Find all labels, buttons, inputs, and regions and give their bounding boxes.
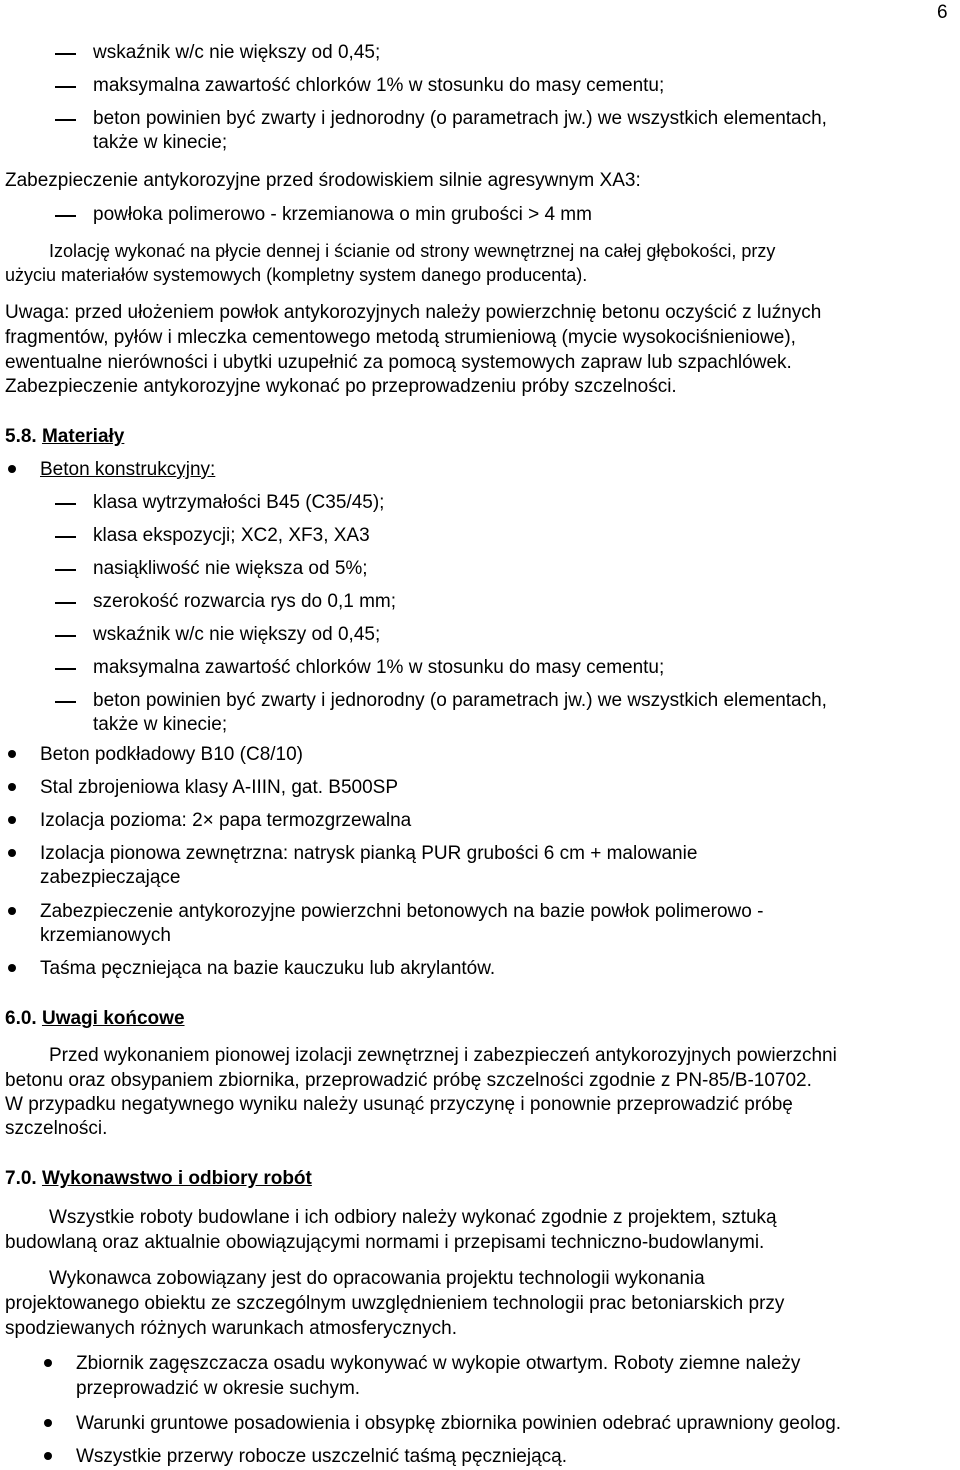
concrete-item: klasa wytrzymałości B45 (C35/45); bbox=[93, 492, 385, 513]
bullet-item bbox=[40, 459, 215, 481]
note-text-line: fragmentów, pyłów i mleczka cementowego metodą strumieniową (mycie wysokociśnieniowe), bbox=[5, 327, 796, 348]
bullet-item-continuation: zabezpieczające bbox=[40, 867, 181, 888]
insulation-text-line: użyciu materiałów systemowych (kompletny system danego producenta). bbox=[5, 265, 588, 285]
paragraph-line: szczelności. bbox=[5, 1118, 108, 1139]
note-text-line: ewentualne nierówności i ubytki uzupełnić za pomocą systemowych zapraw lub szpachlówek. bbox=[5, 352, 792, 373]
bullet-item: Izolacja pozioma: 2× papa termozgrzewalna bbox=[40, 810, 412, 831]
section-heading-5-8 bbox=[5, 426, 124, 448]
concrete-item: nasiąkliwość nie większa od 5%; bbox=[93, 558, 368, 579]
section-number: 7.0. bbox=[5, 1168, 37, 1189]
list-item: beton powinien być zwarty i jednorodny (o parametrach jw.) we wszystkich elementach, bbox=[93, 108, 827, 129]
paragraph-line: Wykonawca zobowiązany jest do opracowania projektu technologii wykonania bbox=[49, 1268, 705, 1289]
section-title: Uwagi końcowe bbox=[41, 1008, 185, 1029]
bullet-item: Stal zbrojeniowa klasy A-IIIN, gat. B500SP bbox=[40, 777, 399, 798]
section-number: 6.0. bbox=[5, 1008, 37, 1029]
concrete-item: klasa ekspozycji; XC2, XF3, XA3 bbox=[93, 525, 370, 546]
bullet-item: Wszystkie przerwy robocze uszczelnić taśmą pęczniejącą. bbox=[76, 1446, 568, 1467]
paragraph-line: spodziewanych różnych warunkach atmosferycznych. bbox=[5, 1318, 457, 1339]
paragraph-line: budowlaną oraz aktualnie obowiązującymi normami i przepisami techniczno-budowlanymi. bbox=[5, 1232, 765, 1253]
concrete-item: szerokość rozwarcia rys do 0,1 mm; bbox=[93, 591, 397, 612]
section-heading-6-0 bbox=[5, 1008, 185, 1030]
bullet-item: Zbiornik zagęszczacza osadu wykonywać w wykopie otwartym. Roboty ziemne należy bbox=[76, 1353, 801, 1374]
concrete-item: beton powinien być zwarty i jednorodny (o parametrach jw.) we wszystkich elementach, bbox=[93, 690, 827, 711]
paragraph-line: Przed wykonaniem pionowej izolacji zewnętrznej i zabezpieczeń antykorozyjnych powierzchni bbox=[49, 1045, 837, 1066]
page-number: 6 bbox=[937, 2, 948, 23]
paragraph-line: W przypadku negatywnego wyniku należy usunąć przyczynę i ponownie przeprowadzić próbę bbox=[5, 1094, 793, 1115]
section-title: Wykonawstwo i odbiory robót bbox=[41, 1168, 312, 1189]
insulation-text-line: Izolację wykonać na płycie dennej i ścianie od strony wewnętrznej na całej głębokości, przy bbox=[49, 241, 776, 261]
paragraph-line: projektowanego obiektu ze szczególnym uwzględnieniem technologii prac betoniarskich przy bbox=[5, 1293, 785, 1314]
bullet-item: Warunki gruntowe posadowienia i obsypkę zbiornika powinien odebrać uprawniony geolog. bbox=[76, 1413, 842, 1434]
bullet-item: Taśma pęczniejąca na bazie kauczuku lub akrylantów. bbox=[40, 958, 496, 979]
bullet-item: Beton podkładowy B10 (C8/10) bbox=[40, 744, 303, 765]
bullet-item: Izolacja pionowa zewnętrzna: natrysk pianką PUR grubości 6 cm + malowanie bbox=[40, 843, 698, 864]
concrete-item: maksymalna zawartość chlorków 1% w stosunku do masy cementu; bbox=[93, 657, 665, 678]
note-text-line: Zabezpieczenie antykorozyjne wykonać po przeprowadzeniu próby szczelności. bbox=[5, 376, 677, 397]
bullet-item: Zabezpieczenie antykorozyjne powierzchni betonowych na bazie powłok polimerowo - bbox=[40, 901, 764, 922]
paragraph-line: betonu oraz obsypaniem zbiornika, przeprowadzić próbę szczelności zgodnie z PN-85/B-10702. bbox=[5, 1070, 812, 1091]
list-item: maksymalna zawartość chlorków 1% w stosunku do masy cementu; bbox=[93, 75, 665, 96]
section-number: 5.8. bbox=[5, 426, 37, 447]
bullet-item-continuation: krzemianowych bbox=[40, 925, 171, 946]
bullet-item-continuation: przeprowadzić w okresie suchym. bbox=[76, 1378, 361, 1399]
concrete-label: Beton konstrukcyjny: bbox=[40, 459, 216, 480]
note-text-line: Uwaga: przed ułożeniem powłok antykorozyjnych należy powierzchnię betonu oczyścić z luźnych bbox=[5, 302, 822, 323]
concrete-item-continuation: także w kinecie; bbox=[93, 714, 228, 735]
section-heading-7-0 bbox=[5, 1168, 312, 1190]
protection-item: powłoka polimerowo - krzemianowa o min grubości > 4 mm bbox=[93, 204, 592, 225]
list-item-continuation: także w kinecie; bbox=[93, 132, 228, 153]
paragraph-line: Wszystkie roboty budowlane i ich odbiory należy wykonać zgodnie z projektem, sztuką bbox=[49, 1207, 777, 1228]
section-title: Materiały bbox=[41, 426, 125, 447]
list-item: wskaźnik w/c nie większy od 0,45; bbox=[93, 42, 381, 63]
concrete-item: wskaźnik w/c nie większy od 0,45; bbox=[93, 624, 381, 645]
protection-heading: Zabezpieczenie antykorozyjne przed środowiskiem silnie agresywnym XA3: bbox=[5, 170, 641, 191]
